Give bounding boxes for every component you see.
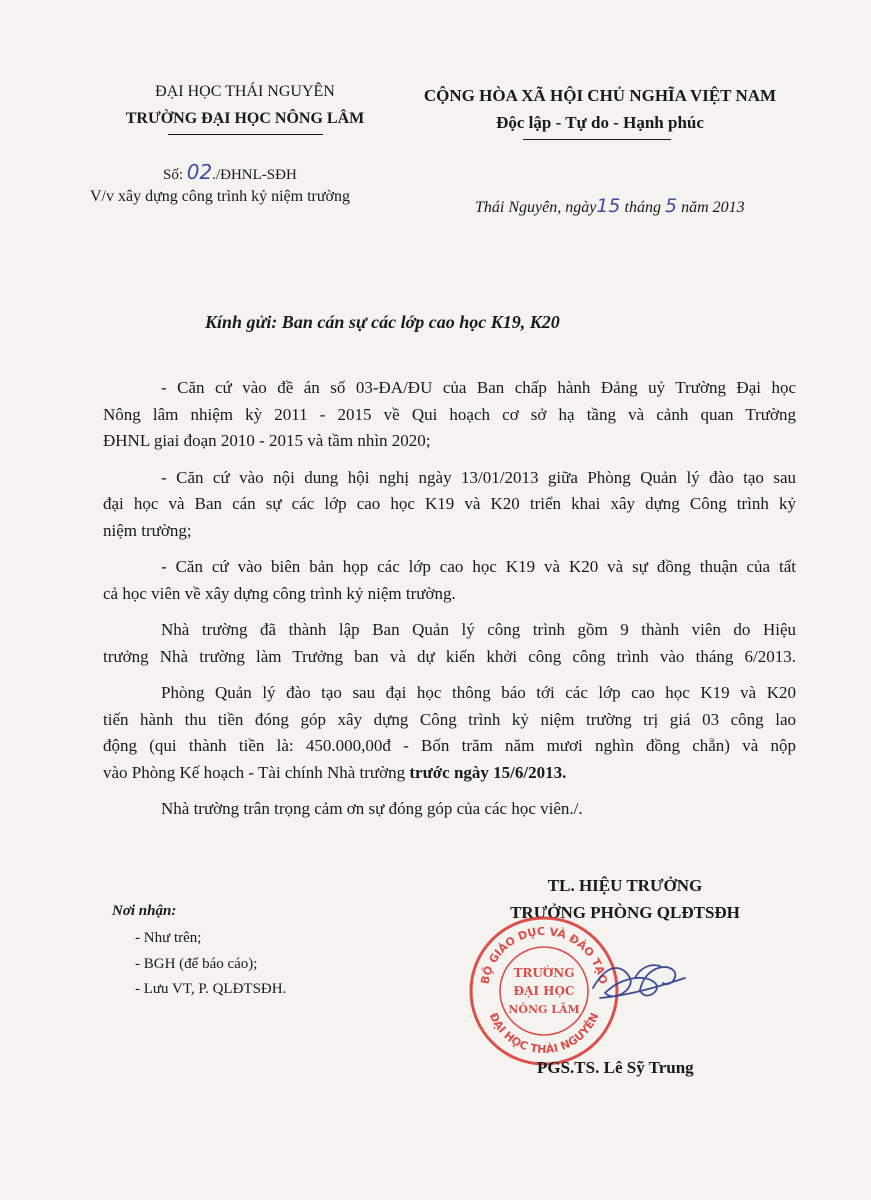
p5-line-4: [103, 760, 796, 787]
org-name: TRƯỜNG ĐẠI HỌC NÔNG LÂM: [125, 110, 365, 127]
p5-deadline: trước ngày 15/6/2013.: [409, 762, 567, 782]
org-parent: ĐẠI HỌC THÁI NGUYÊN: [155, 83, 335, 100]
p1-line-3: ĐHNL giai đoạn 2010 - 2015 và tầm nhìn 2020;: [103, 431, 431, 450]
p5-line-1: Phòng Quản lý đào tạo sau đại học thông báo tới các lớp cao học K19 và K20: [161, 683, 796, 702]
p5-line-3: động (qui thành tiền là: 450.000,00đ - Bốn trăm năm mươi nghìn đồng chẵn) và nộp: [103, 736, 796, 755]
date-prefix: Thái Nguyên, ngày: [475, 199, 597, 216]
p3-line-2: cả học viên về xây dựng công trình kỷ niệm trường.: [103, 583, 456, 603]
p4-line-1: Nhà trường đã thành lập Ban Quản lý công trình gồm 9 thành viên do Hiệu: [161, 620, 796, 639]
p2-line-1: - Căn cứ vào nội dung hội nghị ngày 13/01/2013 giữa Phòng Quản lý đào tạo sau: [161, 467, 796, 487]
recipient-line: Kính gửi: Ban cán sự các lớp cao học K19, K20: [205, 312, 560, 332]
p2-line-2: đại học và Ban cán sự các lớp cao học K19 và K20 triển khai xây dựng Công trình kỷ: [103, 494, 796, 513]
stamp-center-1: TRƯỜNG: [513, 966, 575, 980]
recipients-item-3: - Lưu VT, P. QLĐTSĐH.: [135, 981, 287, 997]
handwritten-signature: [585, 948, 695, 1018]
p3-line-1: - Căn cứ vào biên bản họp các lớp cao học K19 và K20 và sự đồng thuận của tất: [161, 557, 796, 576]
p1-line-1: - Căn cứ vào đề án số 03-ĐA/ĐU của Ban chấp hành Đảng uỷ Trường Đại học: [161, 378, 796, 397]
doc-subject: V/v xây dựng công trình kỷ niệm trường: [90, 188, 350, 205]
signature-position: TRƯỞNG PHÒNG QLĐTSĐH: [510, 903, 740, 922]
date-year: năm 2013: [681, 199, 745, 216]
doc-number-prefix: Số:: [163, 167, 184, 183]
date-month-label: tháng: [624, 199, 661, 216]
p6-line: Nhà trường trân trọng cảm ơn sự đóng góp của các học viên./.: [161, 799, 583, 818]
stamp-center-3: NÔNG LÂM: [508, 1003, 580, 1016]
p1-line-2: Nông lâm nhiệm kỳ 2011 - 2015 về Qui hoạch cơ sở hạ tầng và cảnh quan Trường: [103, 404, 796, 424]
doc-number-suffix: ./ĐHNL-SĐH: [212, 167, 297, 183]
document-body: [103, 375, 796, 823]
p5-line-2: tiến hành thu tiền đóng góp xây dựng Công trình kỷ niệm trường trị giá 03 công lao: [103, 709, 796, 729]
motto: Độc lập - Tự do - Hạnh phúc: [496, 113, 704, 132]
p5-line-4-normal: vào Phòng Kế hoạch - Tài chính Nhà trường: [103, 762, 410, 782]
date-day: 15: [596, 195, 621, 217]
p4-line-2: trưởng Nhà trường làm Trưởng ban và dự kiến khởi công công trình vào tháng 6/2013.: [103, 646, 796, 666]
stamp-ring-top: BỘ GIÁO DỤC VÀ ĐÀO TẠO: [478, 924, 610, 986]
recipients-item-1: - Như trên;: [135, 930, 202, 946]
p2-line-3: niệm trường;: [103, 520, 192, 540]
motto-underline: [523, 139, 671, 140]
date-month: 5: [664, 195, 678, 217]
recipients-item-2: - BGH (để báo cáo);: [135, 956, 258, 972]
doc-number: [163, 160, 297, 184]
org-name-underline: [168, 134, 323, 135]
date-line: [475, 195, 745, 217]
stamp-ring-bottom: ĐẠI HỌC THÁI NGUYÊN: [486, 1010, 602, 1057]
country-name: CỘNG HÒA XÃ HỘI CHỦ NGHĨA VIỆT NAM: [423, 86, 777, 105]
stamp-center-2: ĐẠI HỌC: [513, 984, 575, 998]
signature-name: PGS.TS. Lê Sỹ Trung: [537, 1058, 694, 1077]
doc-number-handwritten: 02: [186, 160, 213, 184]
signature-on-behalf: TL. HIỆU TRƯỞNG: [547, 876, 703, 895]
recipients-title: Nơi nhận:: [112, 903, 177, 919]
